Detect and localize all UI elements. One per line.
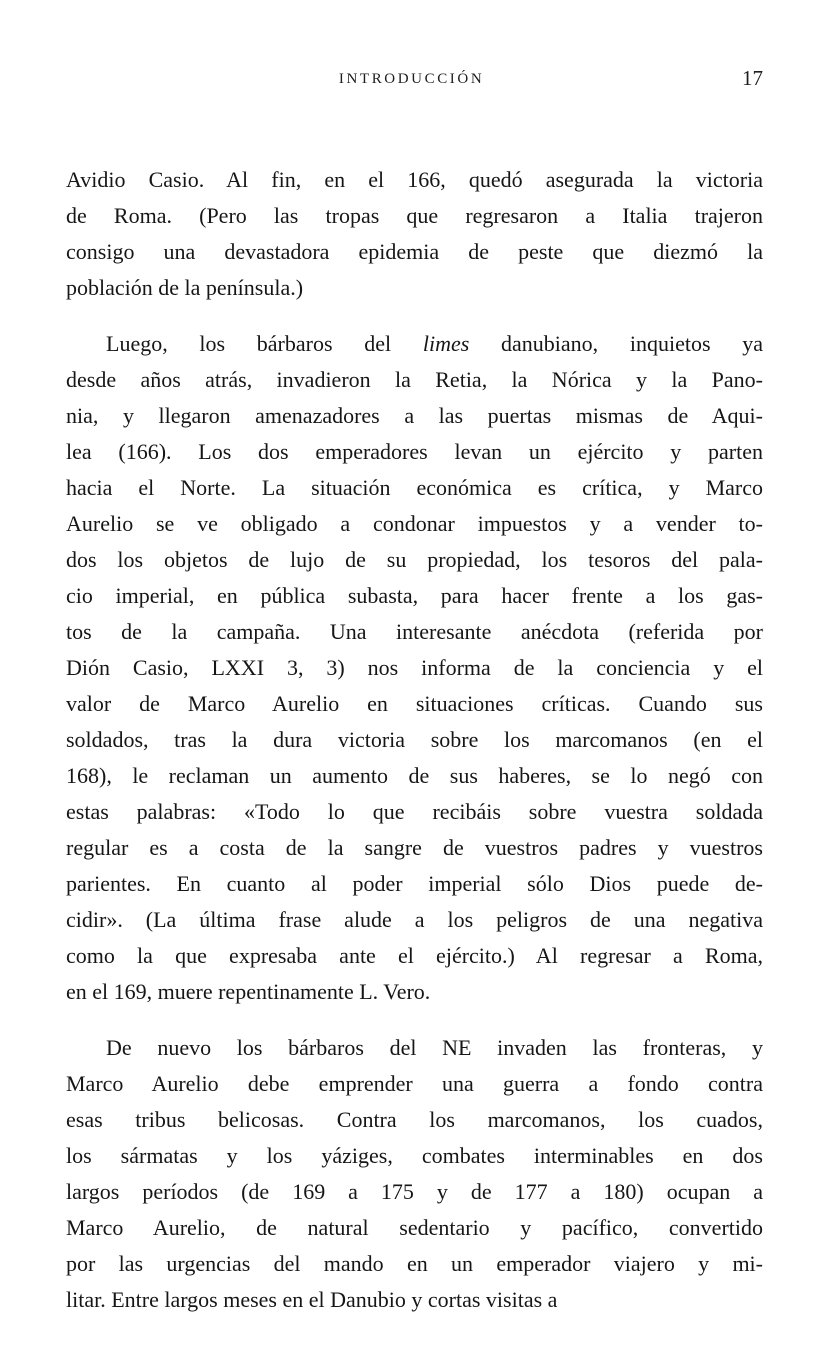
page-header (66, 66, 763, 88)
text-line: hacia el Norte. La situación económica es crítica, y Marco (66, 475, 763, 500)
text-line: soldados, tras la dura victoria sobre los marcomanos (en el (66, 727, 763, 752)
page-number: 17 (742, 66, 763, 90)
paragraph (66, 326, 763, 1010)
text-line: largos períodos (de 169 a 175 y de 177 a 180) ocupan a (66, 1179, 763, 1204)
text-line: parientes. En cuanto al poder imperial sólo Dios puede de- (66, 871, 763, 896)
text-line: 168), le reclaman un aumento de sus haberes, se lo negó con (66, 763, 763, 788)
text-line: estas palabras: «Todo lo que recibáis sobre vuestra soldada (66, 799, 763, 824)
text-line: consigo una devastadora epidemia de peste que diezmó la (66, 239, 763, 264)
running-title: INTRODUCCIÓN (338, 71, 485, 87)
text-line: de Roma. (Pero las tropas que regresaron a Italia trajeron (66, 203, 763, 228)
text-line: regular es a costa de la sangre de vuestros padres y vuestros (66, 835, 763, 860)
paragraph (66, 1030, 763, 1318)
text-line: Luego, los bárbaros del limes danubiano, inquietos ya (106, 331, 763, 356)
text-line: nia, y llegaron amenazadores a las puertas mismas de Aqui- (66, 403, 763, 428)
text-line: por las urgencias del mando en un emperador viajero y mi- (66, 1251, 763, 1276)
text-line: tos de la campaña. Una interesante anécdota (referida por (66, 619, 763, 644)
italic-term: limes (422, 331, 470, 356)
text-line: dos los objetos de lujo de su propiedad, los tesoros del pala- (66, 547, 763, 572)
text-line: De nuevo los bárbaros del NE invaden las fronteras, y (106, 1035, 763, 1060)
text-line: desde años atrás, invadieron la Retia, la Nórica y la Pano- (66, 367, 763, 392)
text-line: Avidio Casio. Al fin, en el 166, quedó asegurada la victoria (66, 167, 763, 192)
text-line: cidir». (La última frase alude a los peligros de una negativa (66, 907, 763, 932)
text-block (66, 162, 763, 1318)
text-line: población de la península.) (66, 275, 304, 300)
text-line: litar. Entre largos meses en el Danubio y cortas visitas a (66, 1287, 558, 1312)
text-line: Marco Aurelio debe emprender una guerra a fondo contra (66, 1071, 763, 1096)
text-line: Dión Casio, LXXI 3, 3) nos informa de la conciencia y el (66, 655, 763, 680)
text-line: Aurelio se ve obligado a condonar impuestos y a vender to- (66, 511, 763, 536)
text-line: cio imperial, en pública subasta, para hacer frente a los gas- (66, 583, 763, 608)
paragraph (66, 162, 763, 306)
text-line: en el 169, muere repentinamente L. Vero. (66, 979, 431, 1004)
text-line: como la que expresaba ante el ejército.) Al regresar a Roma, (66, 943, 763, 968)
text-line: lea (166). Los dos emperadores levan un ejército y parten (66, 439, 763, 464)
text-line: valor de Marco Aurelio en situaciones críticas. Cuando sus (66, 691, 763, 716)
text-line: esas tribus belicosas. Contra los marcomanos, los cuados, (66, 1107, 763, 1132)
text-line: los sármatas y los yáziges, combates interminables en dos (66, 1143, 763, 1168)
text-line: Marco Aurelio, de natural sedentario y pacífico, convertido (66, 1215, 763, 1240)
